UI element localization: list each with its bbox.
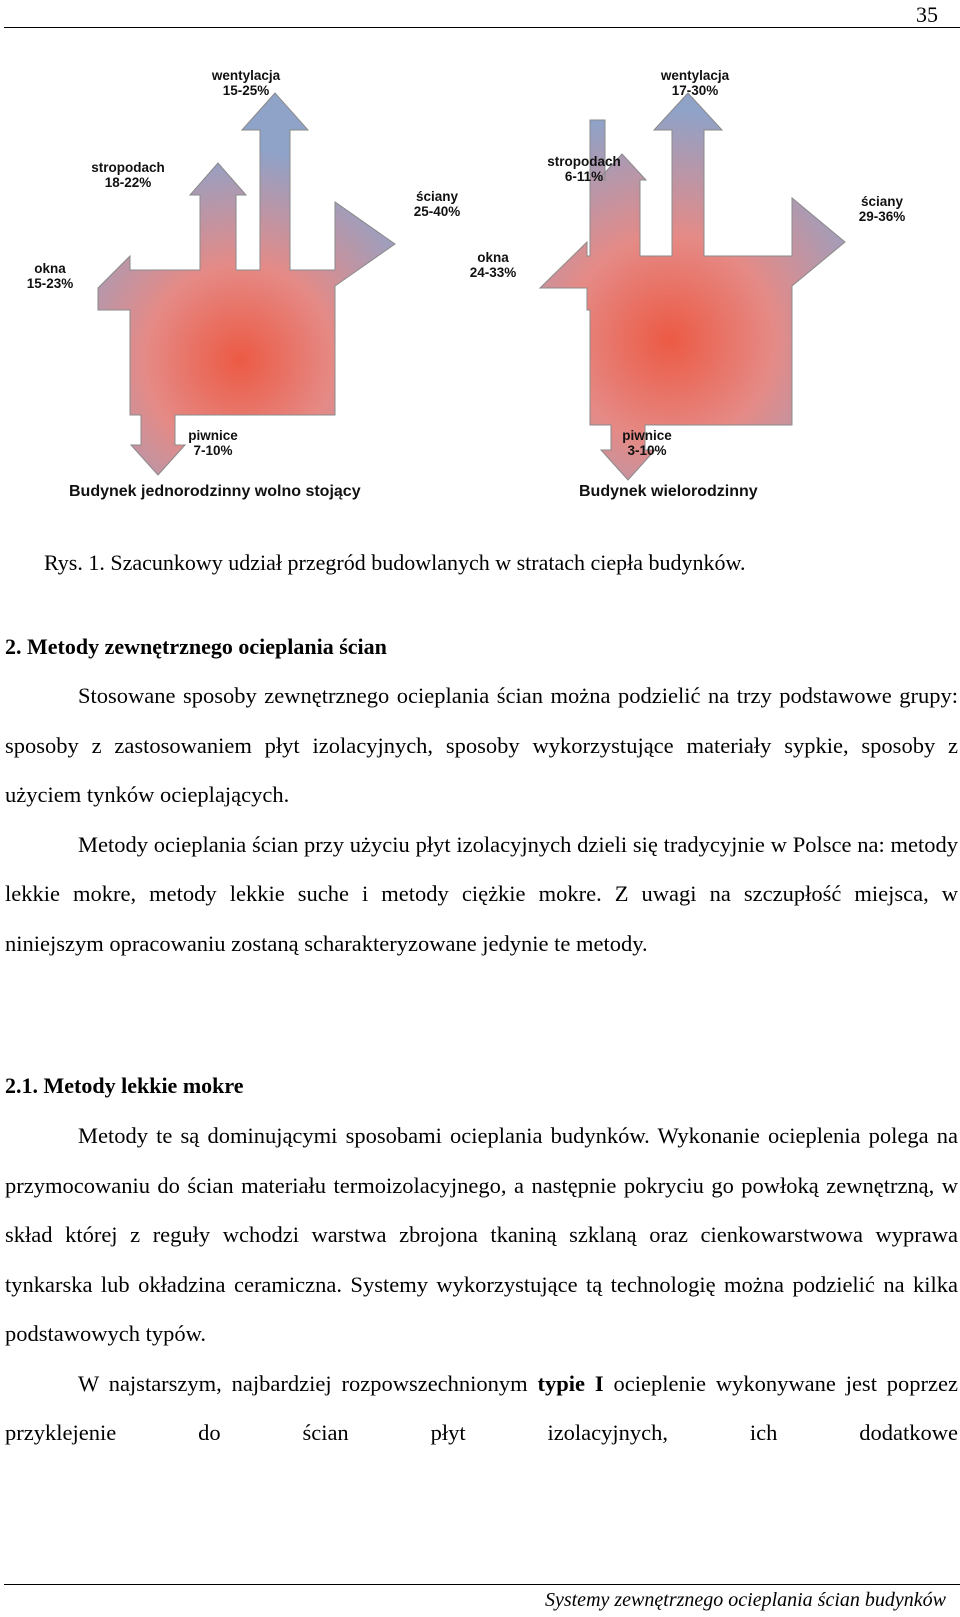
section-2-paragraph-1: Stosowane sposoby zewnętrznego ocieplania ścian można podzielić na trzy podstawowe grupy: sposoby z zastosowaniem płyt izolacyjnych, sposoby wykorzystujące materiały sypkie, sposoby z użyciem tynków ocieplających.	[5, 683, 958, 807]
type-i-term: typie I	[537, 1370, 604, 1396]
right-label-okna: okna 24-33%	[469, 250, 517, 280]
right-label-stropodach: stropodach 6-11%	[547, 154, 621, 184]
figure-caption: Rys. 1. Szacunkowy udział przegród budowlanych w stratach ciepła budynków.	[44, 550, 746, 575]
paragraph-2-text-start: W najstarszym, najbardziej rozpowszechnionym	[78, 1370, 538, 1396]
footer-rule	[4, 1584, 960, 1585]
left-label-piwnice: piwnice 7-10%	[188, 428, 238, 458]
right-label-wentylacja: wentylacja 17-30%	[660, 68, 730, 98]
section-2-1-heading: 2.1. Metody lekkie mokre	[5, 1073, 244, 1098]
page-number: 35	[916, 2, 938, 27]
right-label-piwnice: piwnice 3-10%	[622, 428, 672, 458]
section-2-paragraph-2: Metody ocieplania ścian przy użyciu płyt izolacyjnych dzieli się tradycyjnie w Polsce na: metody lekkie mokre, metody lekkie suche i metody ciężkie mokre. Z uwagi na szczupłość miejsca, w niniejszym opracowaniu zostaną scharakteryzowane jedynie te metody.	[5, 831, 958, 956]
left-label-stropodach: stropodach 18-22%	[91, 160, 165, 190]
right-label-sciany: ściany 29-36%	[858, 194, 906, 224]
paragraph-2-text-end: ocieplenie wykonywane jest poprzez przyklejenie do ścian płyt izolacyjnych, ich dodatkowe	[5, 1370, 959, 1445]
section-2-1-paragraph-2	[5, 1359, 958, 1458]
heat-loss-diagram	[0, 30, 960, 550]
section-2-body	[5, 671, 958, 968]
right-building-diagram	[540, 93, 845, 480]
left-label-sciany: ściany 25-40%	[413, 189, 461, 219]
left-label-wentylacja: wentylacja 15-25%	[211, 68, 281, 98]
heat-loss-figure	[0, 30, 960, 550]
left-building-diagram	[98, 93, 395, 475]
header-rule	[4, 27, 960, 28]
right-building-body	[540, 93, 845, 480]
left-label-okna: okna 15-23%	[26, 261, 74, 291]
running-footer: Systemy zewnętrznego ocieplania ścian budynków	[544, 1589, 946, 1611]
section-2-heading: 2. Metody zewnętrznego ocieplania ścian	[5, 634, 387, 659]
section-2-1-body	[5, 1111, 958, 1458]
left-building-caption: Budynek jednorodzinny wolno stojący	[69, 483, 361, 500]
left-building-body	[98, 93, 395, 475]
right-building-caption: Budynek wielorodzinny	[579, 483, 758, 500]
section-2-1-paragraph-1: Metody te są dominującymi sposobami ocieplania budynków. Wykonanie ocieplenia polega na przymocowaniu do ścian materiału termoizolacyjnego, a następnie pokryciu go powłoką zewnętrzną, w skład której z reguły wchodzi warstwa zbrojona tkaniną szklaną oraz cienkowarstwowa wyprawa tynkarska lub okładzina ceramiczna. Systemy wykorzystujące tą technologię można podzielić na kilka podstawowych typów.	[5, 1123, 958, 1346]
